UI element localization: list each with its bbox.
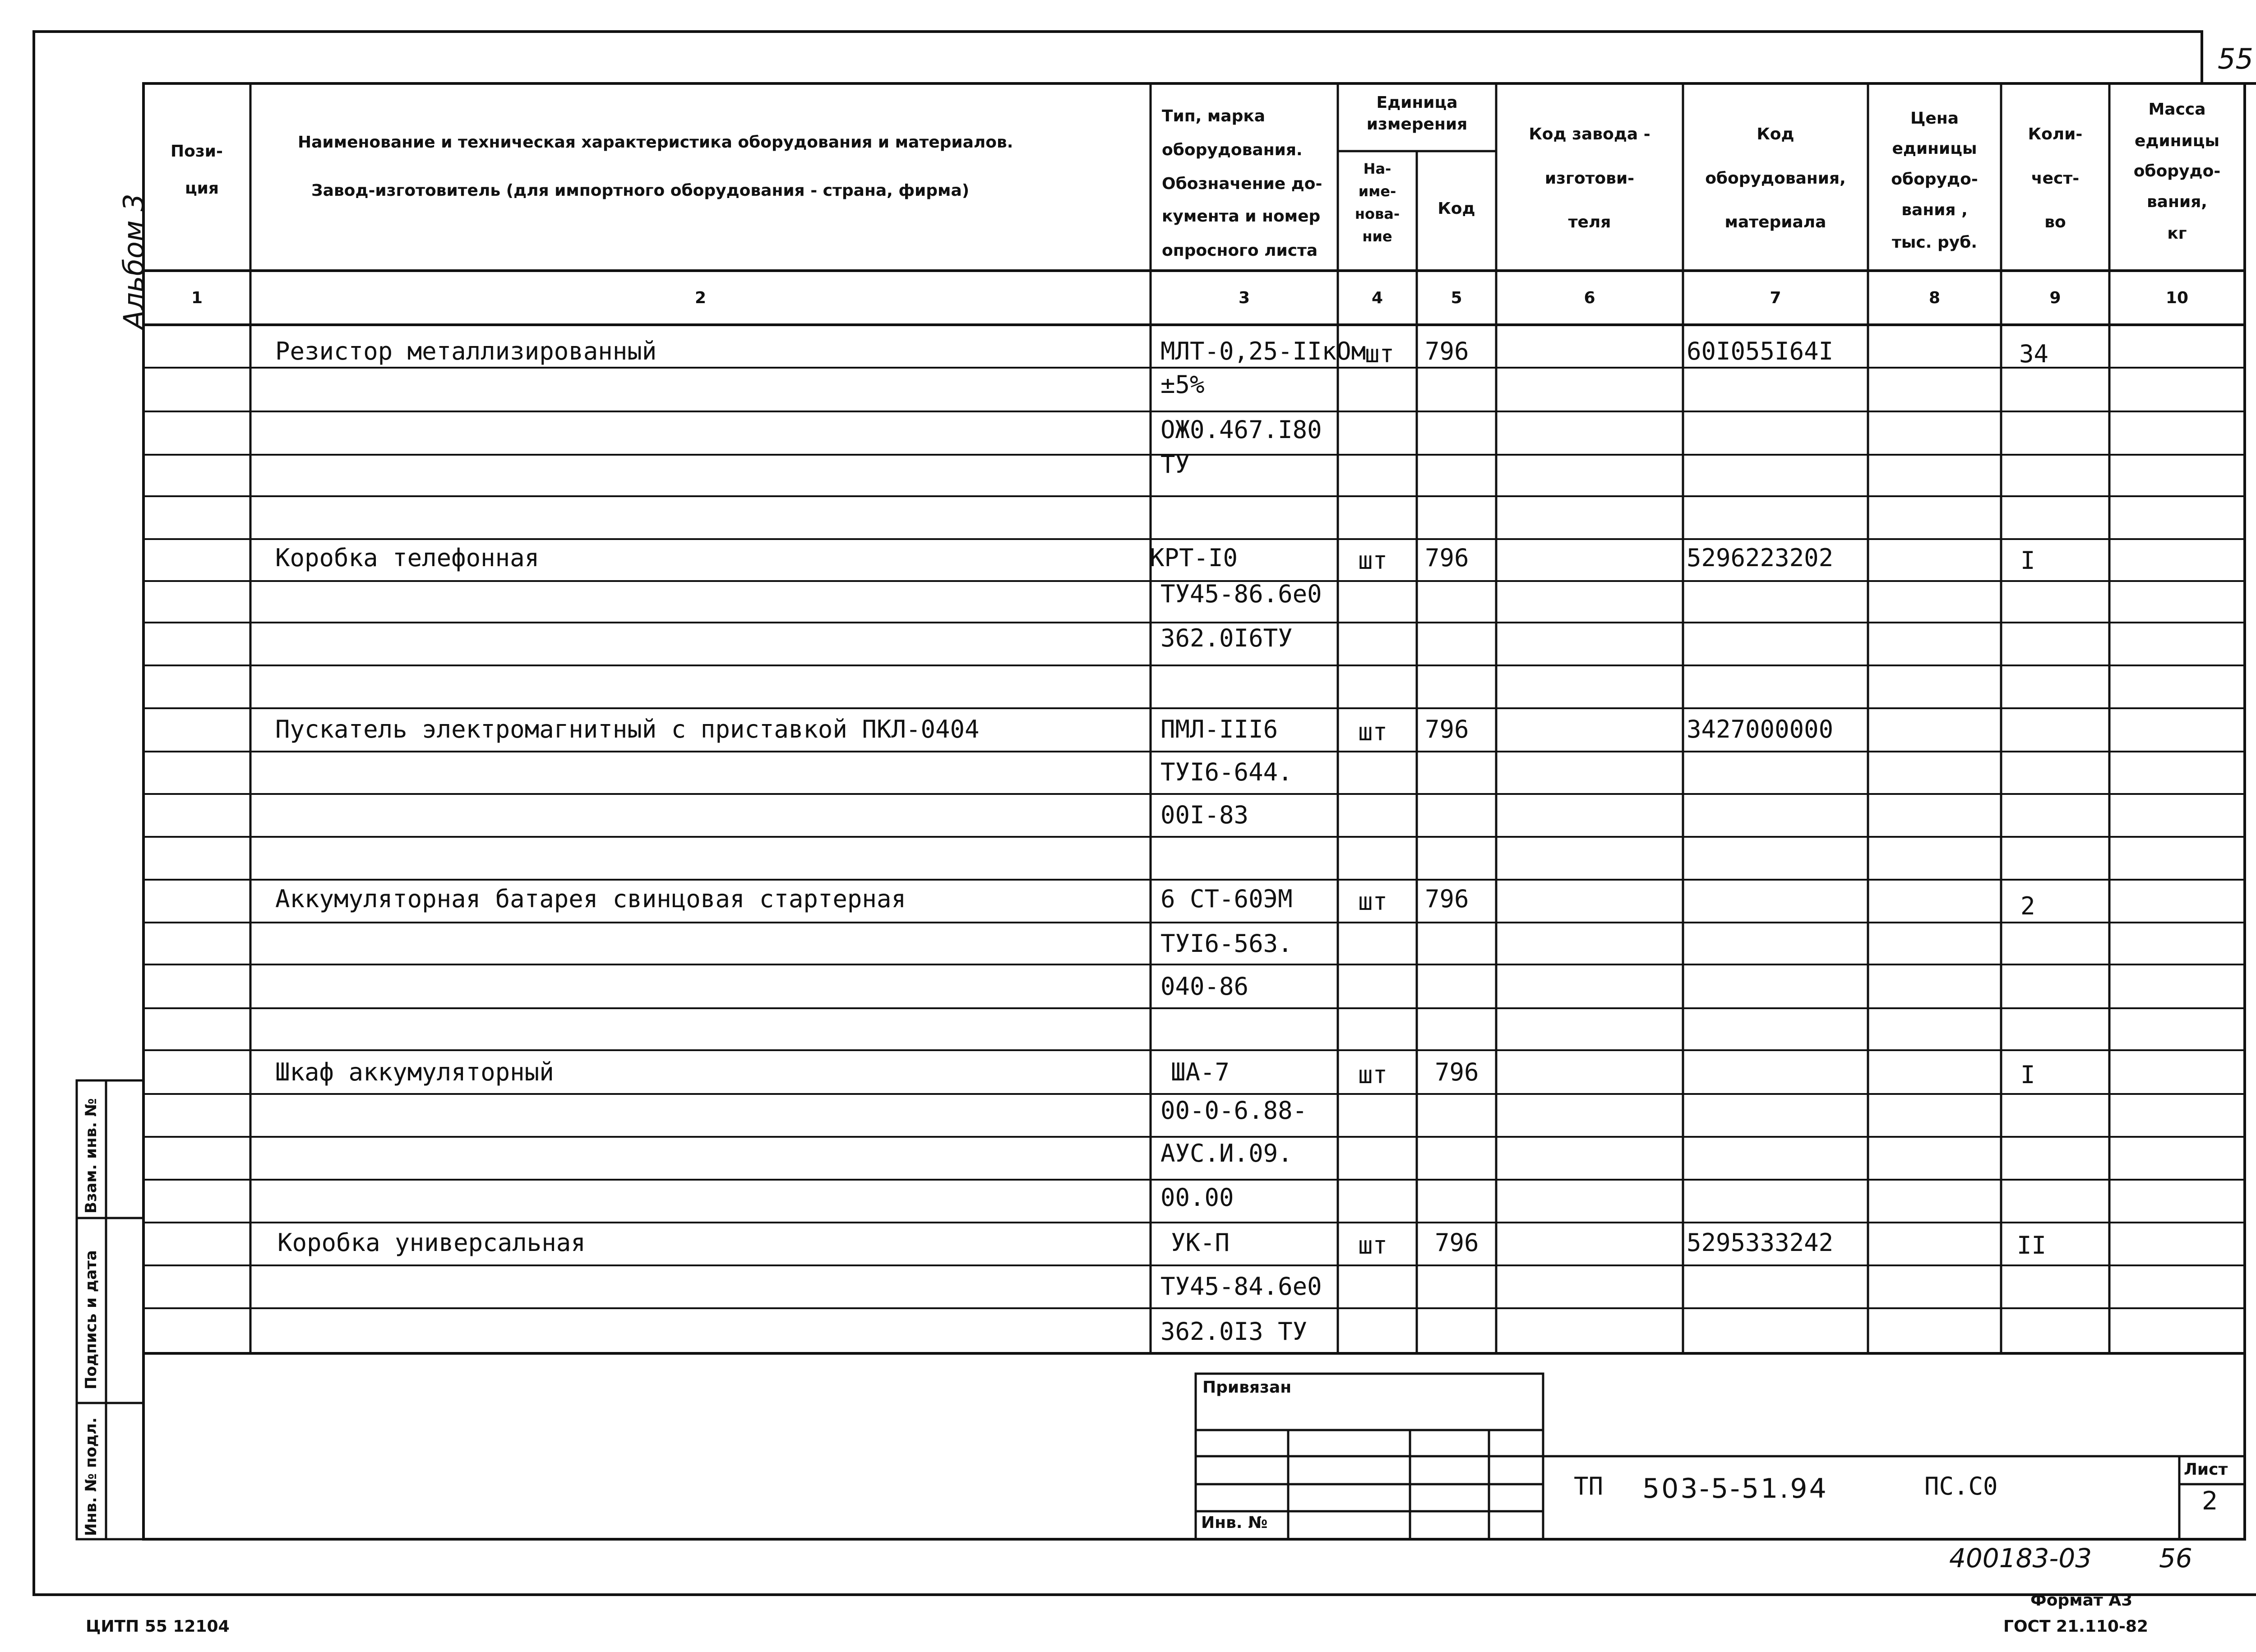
item-type-line: ТУ45-86.6е0 <box>1160 580 1322 608</box>
item-name: Шкаф аккумуляторный <box>275 1058 554 1086</box>
col1-head-b: ция <box>185 179 219 198</box>
handwritten-page: 56 <box>2159 1543 2192 1574</box>
col8-head-c: оборудо- <box>1891 170 1978 189</box>
item-qty: 34 <box>2019 340 2049 368</box>
list-label: Лист <box>2184 1460 2228 1479</box>
item-type-line: ТУI6-563. <box>1160 929 1293 958</box>
item-qty: I <box>2020 1061 2035 1089</box>
item-code: 796 <box>1435 1058 1479 1086</box>
format-label: Формат А3 <box>2030 1591 2133 1610</box>
col2-head-a: Наименование и техническая характеристика оборудования и материалов. <box>298 133 1013 152</box>
item-name: Аккумуляторная батарея свинцовая стартерная <box>275 885 906 913</box>
col8-head-a: Цена <box>1910 109 1959 128</box>
doc-code: ПС.С0 <box>1924 1472 1998 1500</box>
col9-head-b: чест- <box>2031 169 2080 188</box>
item-material-code: 60I055I64I <box>1687 337 1834 365</box>
col6-head-a: Код завода - <box>1529 125 1650 143</box>
gost-label: ГОСТ 21.110-82 <box>2003 1617 2149 1636</box>
col6-head-c: теля <box>1568 213 1611 231</box>
item-name: Коробка универсальная <box>277 1228 586 1257</box>
col45-head-b: измерения <box>1366 115 1468 134</box>
item-type-line: ТУ <box>1160 450 1190 479</box>
col-number-4: 4 <box>1371 289 1383 307</box>
item-type-line: ПМЛ-III6 <box>1160 715 1278 743</box>
col7-head-b: оборудования, <box>1705 169 1846 188</box>
col-number-9: 9 <box>2049 289 2061 307</box>
col8-head-e: тыс. руб. <box>1891 233 1978 252</box>
item-code: 796 <box>1425 544 1469 572</box>
col5-head: Код <box>1438 199 1475 218</box>
item-unit: шт <box>1365 340 1395 368</box>
item-material-code: 3427000000 <box>1687 715 1834 743</box>
col-number-8: 8 <box>1928 289 1941 307</box>
col3-head-d: кумента и номер <box>1162 207 1321 226</box>
item-code: 796 <box>1425 337 1469 365</box>
col3-head-b: оборудования. <box>1162 141 1303 159</box>
item-type-line: ТУ45-84.6е0 <box>1160 1272 1322 1301</box>
col10-head-e: кг <box>2167 224 2187 243</box>
col3-head-a: Тип, марка <box>1162 107 1266 125</box>
col9-head-c: во <box>2044 213 2066 231</box>
item-qty: 2 <box>2020 892 2035 920</box>
col-number-5: 5 <box>1451 289 1462 307</box>
item-type-line: 00.00 <box>1160 1183 1234 1212</box>
col10-head-b: единицы <box>2134 132 2220 150</box>
item-type-line: МЛТ-0,25-IIкОм <box>1160 337 1366 365</box>
col1-head-a: Пози- <box>171 142 223 161</box>
item-code: 796 <box>1425 885 1469 913</box>
item-type-line: ТУI6-644. <box>1160 758 1293 786</box>
item-type-line: 040-86 <box>1160 972 1249 1001</box>
item-type-line: ША-7 <box>1171 1058 1230 1086</box>
col-number-3: 3 <box>1238 289 1250 307</box>
col-number-7: 7 <box>1770 289 1781 307</box>
item-type-line: ±5% <box>1160 370 1205 399</box>
handwritten-number: 400183-03 <box>1949 1543 2092 1574</box>
title-block-lines <box>1196 1374 2245 1539</box>
item-type-line: 00-0-6.88- <box>1160 1096 1308 1125</box>
item-type-line: УК-П <box>1171 1228 1230 1257</box>
tp-label: ТП <box>1574 1472 1604 1500</box>
podpis-data-label: Подпись и дата <box>82 1250 100 1389</box>
sheet-top-page-number: 55 <box>2218 42 2253 75</box>
inv-no-label: Инв. № <box>1201 1514 1268 1532</box>
col4-head-c: нова- <box>1355 205 1400 222</box>
col7-head-a: Код <box>1757 125 1794 143</box>
col4-head-a: На- <box>1363 160 1392 177</box>
col4-head-d: ние <box>1362 228 1392 245</box>
col6-head-b: изготови- <box>1544 169 1635 188</box>
col-number-1: 1 <box>191 289 203 307</box>
inv-podl-label: Инв. № подл. <box>82 1417 100 1536</box>
item-code: 796 <box>1425 715 1469 743</box>
col4-head-b: име- <box>1358 183 1396 200</box>
item-material-code: 5296223202 <box>1687 544 1834 572</box>
item-qty: II <box>2017 1231 2047 1260</box>
item-type-line: АУС.И.09. <box>1160 1139 1293 1167</box>
col7-head-c: материала <box>1724 213 1826 231</box>
col10-head-d: вания, <box>2147 193 2207 211</box>
item-type-line: 362.0I3 ТУ <box>1160 1317 1308 1346</box>
item-unit: шт <box>1358 546 1388 575</box>
col45-head-a: Единица <box>1376 93 1458 112</box>
item-name: Пускатель электромагнитный с приставкой ПКЛ-0404 <box>275 715 980 743</box>
item-unit: шт <box>1358 1231 1388 1260</box>
item-type-line: 00I-83 <box>1160 801 1249 829</box>
privyazan-label: Привязан <box>1202 1378 1292 1397</box>
col8-head-b: единицы <box>1892 139 1977 158</box>
col10-head-c: оборудо- <box>2133 162 2221 180</box>
item-unit: шт <box>1358 1061 1388 1089</box>
item-type-line: 362.0I6ТУ <box>1160 624 1293 652</box>
col-number-10: 10 <box>2165 289 2189 307</box>
item-material-code: 5295333242 <box>1687 1228 1834 1257</box>
item-type-line: 6 СТ-60ЭМ <box>1160 885 1293 913</box>
col9-head-a: Коли- <box>2028 125 2083 143</box>
col10-head-a: Масса <box>2148 100 2206 119</box>
doc-number: 503-5-51.94 <box>1642 1473 1828 1504</box>
col3-head-e: опросного листа <box>1162 241 1318 260</box>
item-unit: шт <box>1358 887 1388 916</box>
item-type-line: ОЖ0.467.I80 <box>1160 415 1322 444</box>
col8-head-d: вания , <box>1901 201 1968 219</box>
item-unit: шт <box>1358 718 1388 746</box>
item-code: 796 <box>1435 1228 1479 1257</box>
vzam-inv-label: Взам. инв. № <box>82 1098 100 1214</box>
list-number: 2 <box>2202 1486 2218 1516</box>
album-label: Альбом 3 <box>117 194 150 329</box>
footer-left-code: ЦИТП 55 12104 <box>86 1617 230 1636</box>
col3-head-c: Обозначение до- <box>1162 175 1322 193</box>
item-qty: I <box>2020 546 2035 575</box>
item-name: Коробка телефонная <box>275 544 540 572</box>
col2-head-b: Завод-изготовитель (для импортного оборудования - страна, фирма) <box>311 181 970 200</box>
item-name: Резистор металлизированный <box>275 337 657 365</box>
outer-frame <box>34 32 2256 1595</box>
col-number-2: 2 <box>694 289 707 307</box>
item-type-line: КРТ-I0 <box>1150 544 1238 572</box>
col-number-6: 6 <box>1584 289 1595 307</box>
